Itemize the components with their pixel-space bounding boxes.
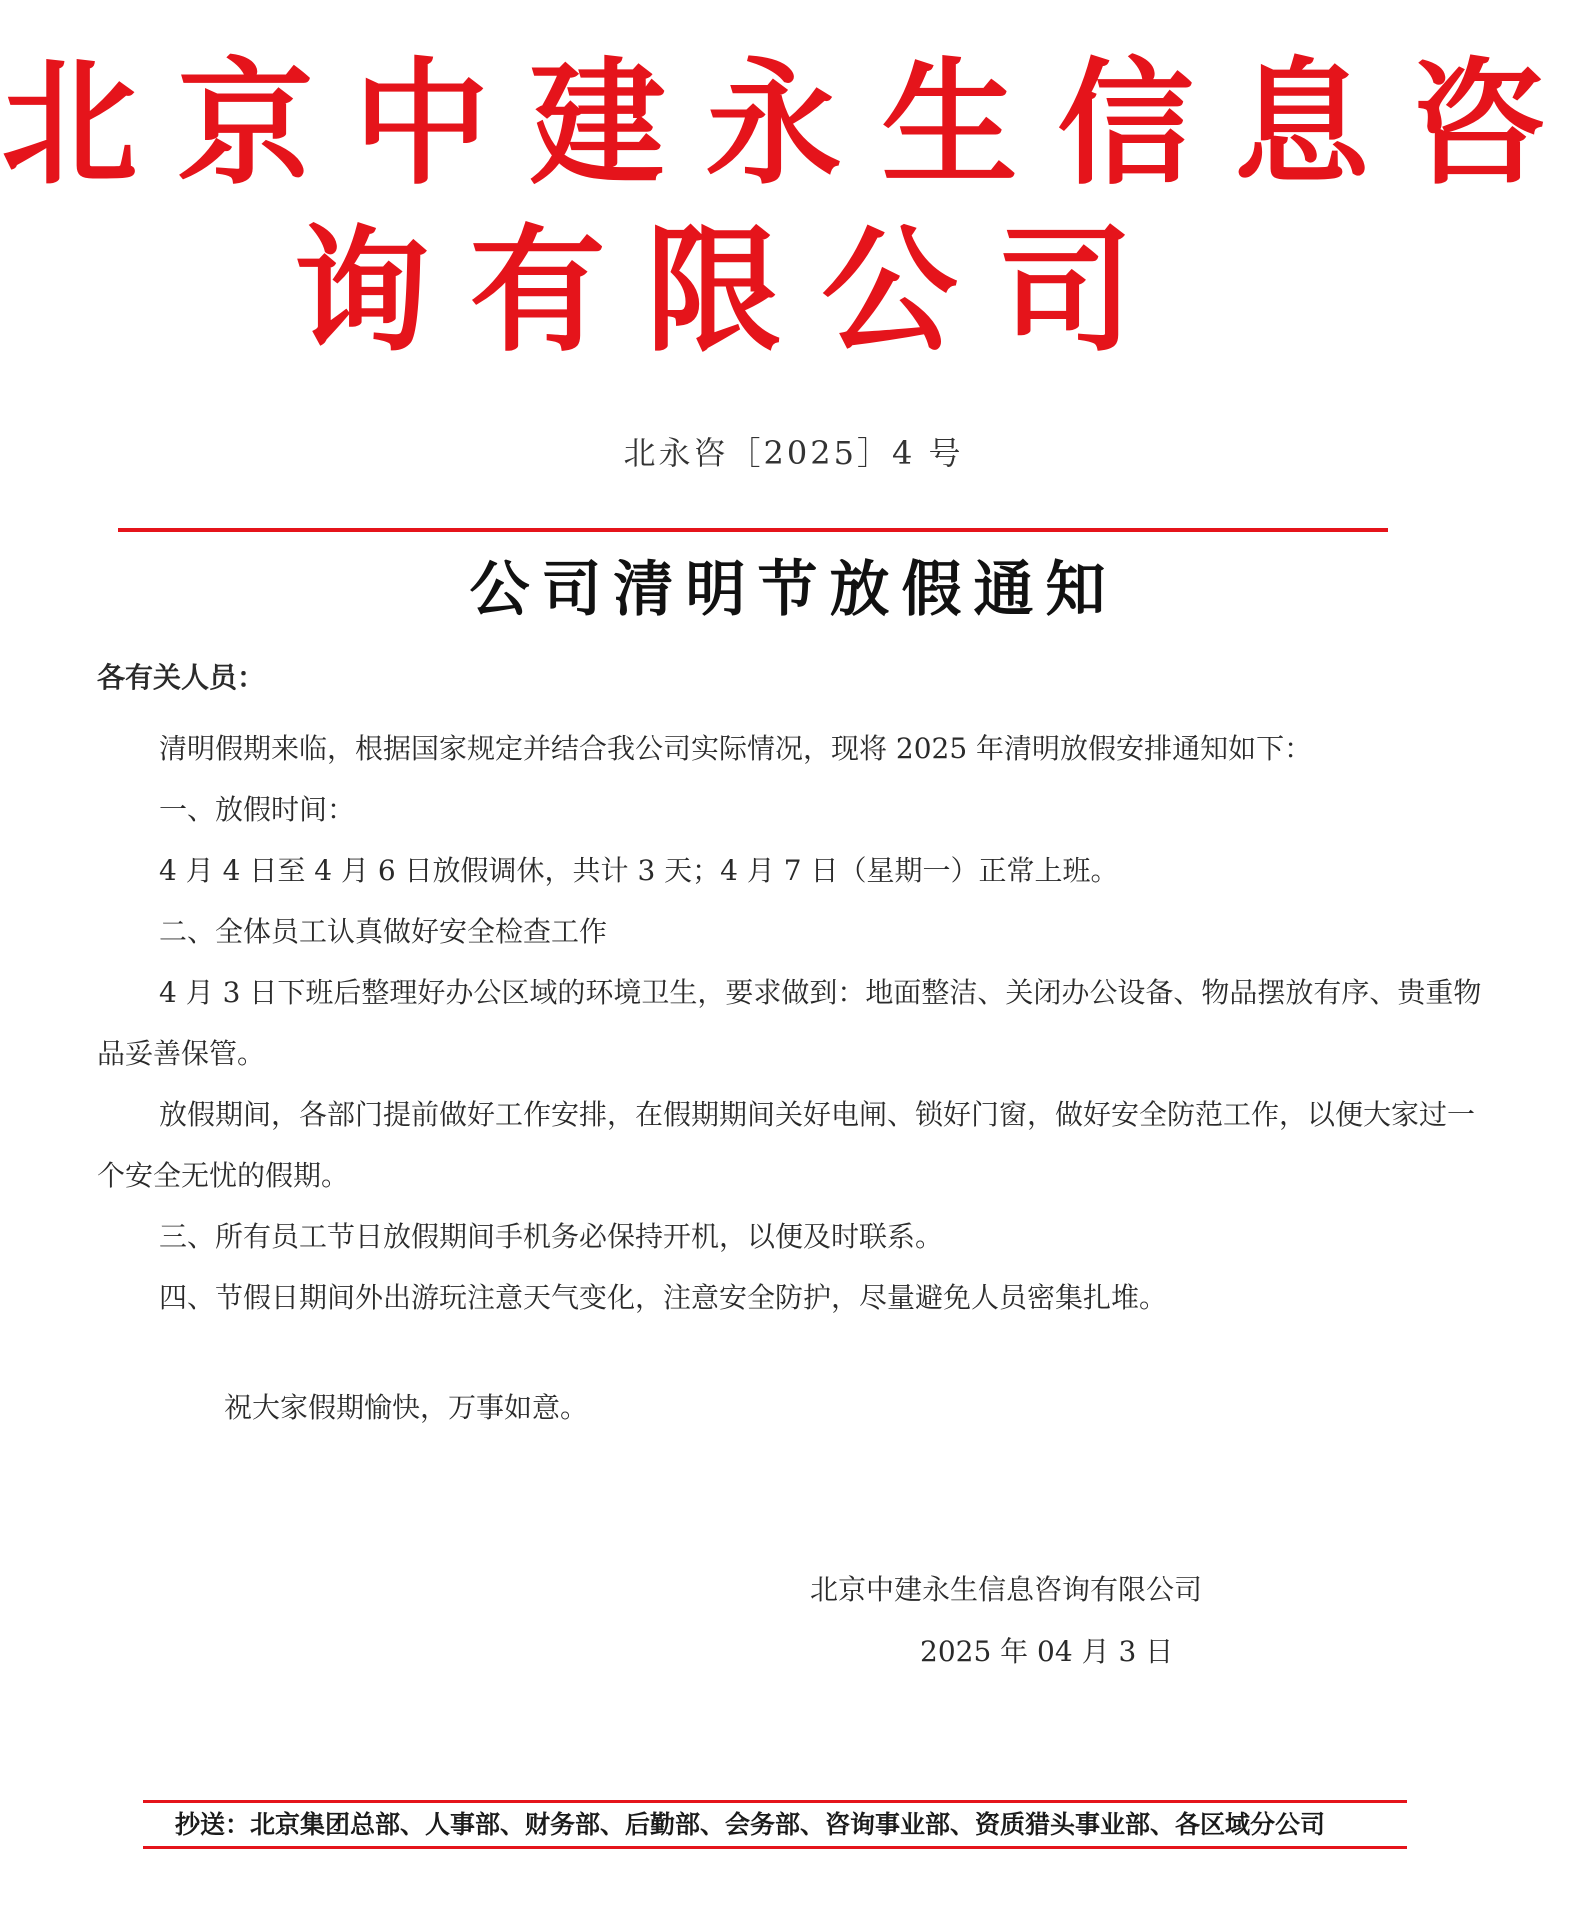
cc-distribution: 抄送：北京集团总部、人事部、财务部、后勤部、会务部、咨询事业部、资质猎头事业部、各区域分公司 xyxy=(175,1810,1326,1839)
footer-divider-top xyxy=(143,1800,1407,1803)
header-divider xyxy=(118,528,1388,532)
paragraph-cleanup: 4 月 3 日下班后整理好办公区域的环境卫生，要求做到：地面整洁、关闭办公设备、物品摆放有序、贵重物品妥善保管。 xyxy=(97,976,1482,1070)
notice-body xyxy=(97,718,1492,1328)
section-heading-1: 一、放假时间： xyxy=(159,793,356,826)
section-heading-3: 三、所有员工节日放假期间手机务必保持开机，以便及时联系。 xyxy=(159,1220,944,1253)
paragraph-safety: 放假期间，各部门提前做好工作安排，在假期期间关好电闸、锁好门窗，做好安全防范工作，以便大家过一个安全无忧的假期。 xyxy=(97,1098,1476,1192)
signature-company: 北京中建永生信息咨询有限公司 xyxy=(810,1573,1203,1606)
notice-title: 公司清明节放假通知 xyxy=(469,555,1118,625)
closing-wishes: 祝大家假期愉快，万事如意。 xyxy=(224,1391,589,1424)
section-heading-2: 二、全体员工认真做好安全检查工作 xyxy=(159,915,608,948)
document-number: 北永咨［2025］4 号 xyxy=(623,434,964,472)
signature-date: 2025 年 04 月 3 日 xyxy=(920,1635,1174,1668)
paragraph-holiday-dates: 4 月 4 日至 4 月 6 日放假调休，共计 3 天；4 月 7 日（星期一）正常上班。 xyxy=(159,854,1119,887)
salutation: 各有关人员： xyxy=(97,661,266,694)
footer-divider-bottom xyxy=(143,1846,1407,1849)
section-heading-4: 四、节假日期间外出游玩注意天气变化，注意安全防护，尽量避免人员密集扎堆。 xyxy=(159,1281,1168,1314)
org-name-line-2: 询有限公司 xyxy=(293,213,1174,371)
org-name-line-1: 北京中建永生信息咨 xyxy=(1,46,1586,204)
paragraph-intro: 清明假期来临，根据国家规定并结合我公司实际情况，现将 2025 年清明放假安排通知如下： xyxy=(159,732,1313,765)
